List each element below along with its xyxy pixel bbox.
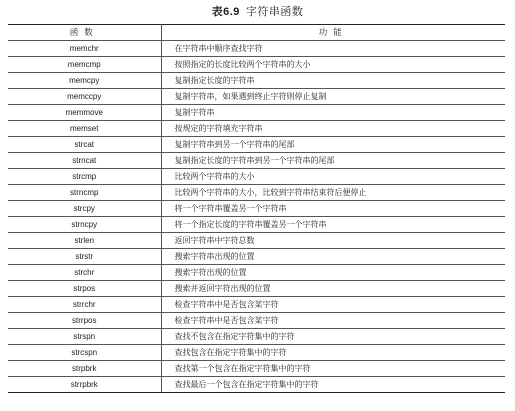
function-name-cell: memchr <box>8 41 161 57</box>
string-functions-table <box>8 24 505 393</box>
function-description-cell: 比较两个字符串的大小 <box>161 169 505 185</box>
function-description-cell: 查找不包含在指定字符集中的字符 <box>161 329 505 345</box>
table-row <box>8 89 505 105</box>
table-body <box>8 41 505 393</box>
function-name-cell: strcat <box>8 137 161 153</box>
function-name-cell: strpos <box>8 281 161 297</box>
function-name-cell: strstr <box>8 249 161 265</box>
table-caption <box>0 5 515 19</box>
function-name-cell: strcpy <box>8 201 161 217</box>
table-row <box>8 73 505 89</box>
function-name-cell: strncmp <box>8 185 161 201</box>
table-row <box>8 105 505 121</box>
function-name-cell: memcpy <box>8 73 161 89</box>
table-row <box>8 249 505 265</box>
function-name-cell: strcmp <box>8 169 161 185</box>
table-row <box>8 185 505 201</box>
header-function: 函数 <box>8 25 161 41</box>
function-name-cell: strncpy <box>8 217 161 233</box>
function-name-cell: strlen <box>8 233 161 249</box>
function-description-cell: 查找第一个包含在指定字符集中的字符 <box>161 361 505 377</box>
table-header-row <box>8 25 505 41</box>
table-row <box>8 313 505 329</box>
table-row <box>8 137 505 153</box>
table-row <box>8 281 505 297</box>
function-name-cell: strcspn <box>8 345 161 361</box>
function-description-cell: 按照指定的长度比较两个字符串的大小 <box>161 57 505 73</box>
function-name-cell: memccpy <box>8 89 161 105</box>
function-description-cell: 在字符串中顺序查找字符 <box>161 41 505 57</box>
function-description-cell: 复制字符串 <box>161 105 505 121</box>
function-name-cell: strrpbrk <box>8 377 161 393</box>
table-row <box>8 297 505 313</box>
function-description-cell: 搜索字符串出现的位置 <box>161 249 505 265</box>
function-description-cell: 比较两个字符串的大小，比较到字符串结束符后便停止 <box>161 185 505 201</box>
function-description-cell: 查找最后一个包含在指定字符集中的字符 <box>161 377 505 393</box>
function-description-cell: 查找包含在指定字符集中的字符 <box>161 345 505 361</box>
table-row <box>8 57 505 73</box>
table-row <box>8 233 505 249</box>
function-name-cell: strrpos <box>8 313 161 329</box>
function-name-cell: memmove <box>8 105 161 121</box>
function-name-cell: strspn <box>8 329 161 345</box>
function-description-cell: 按规定的字符填充字符串 <box>161 121 505 137</box>
table-row <box>8 121 505 137</box>
table-row <box>8 265 505 281</box>
function-name-cell: memcmp <box>8 57 161 73</box>
function-description-cell: 复制指定长度的字符串到另一个字符串的尾部 <box>161 153 505 169</box>
function-description-cell: 检查字符串中是否包含某字符 <box>161 313 505 329</box>
header-description: 功能 <box>161 25 505 41</box>
function-description-cell: 复制字符串到另一个字符串的尾部 <box>161 137 505 153</box>
function-description-cell: 返回字符串中字符总数 <box>161 233 505 249</box>
function-name-cell: strncat <box>8 153 161 169</box>
function-name-cell: memset <box>8 121 161 137</box>
function-description-cell: 搜索字符出现的位置 <box>161 265 505 281</box>
function-name-cell: strrchr <box>8 297 161 313</box>
table-number: 表6.9 <box>211 6 240 18</box>
function-name-cell: strchr <box>8 265 161 281</box>
table-row <box>8 201 505 217</box>
function-name-cell: strpbrk <box>8 361 161 377</box>
table-row <box>8 41 505 57</box>
table-row <box>8 377 505 393</box>
function-description-cell: 将一个字符串覆盖另一个字符串 <box>161 201 505 217</box>
table-title: 字符串函数 <box>245 5 304 18</box>
function-description-cell: 复制指定长度的字符串 <box>161 73 505 89</box>
table-row <box>8 169 505 185</box>
function-description-cell: 检查字符串中是否包含某字符 <box>161 297 505 313</box>
table-row <box>8 361 505 377</box>
table-row <box>8 153 505 169</box>
function-description-cell: 复制字符串，如果遇到终止字符则停止复制 <box>161 89 505 105</box>
table-row <box>8 345 505 361</box>
function-description-cell: 将一个指定长度的字符串覆盖另一个字符串 <box>161 217 505 233</box>
table-row <box>8 217 505 233</box>
table-row <box>8 329 505 345</box>
function-description-cell: 搜索并返回字符出现的位置 <box>161 281 505 297</box>
